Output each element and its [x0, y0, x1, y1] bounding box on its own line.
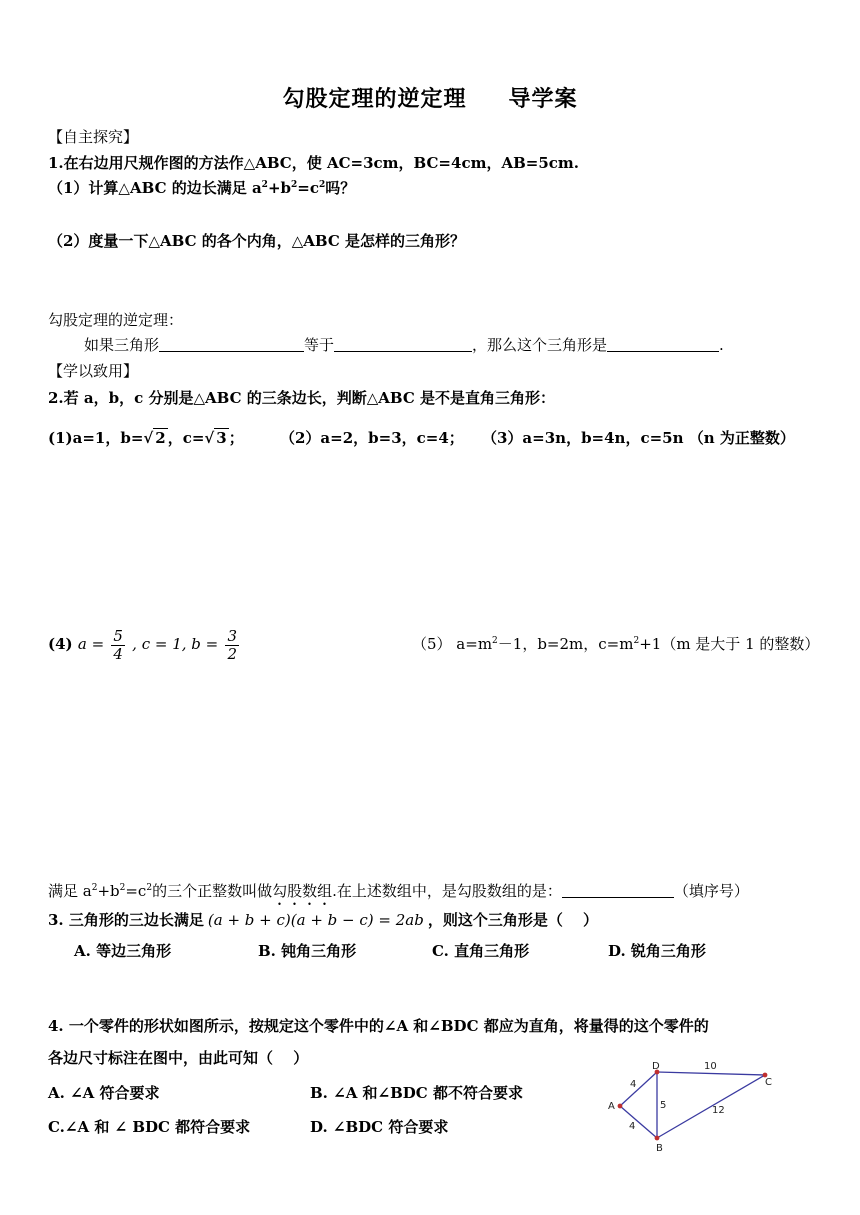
question-2-case-2: （2）a=2，b=3，c=4；	[280, 429, 464, 447]
point-a	[618, 1104, 623, 1109]
question-2-case-3: （3）a=3n，b=4n，c=5n （n 为正整数）	[482, 429, 795, 447]
section-heading-apply: 【学以致用】	[48, 362, 139, 380]
length-dc: 10	[704, 1061, 717, 1072]
edge-dc	[657, 1072, 765, 1075]
theorem-statement: 如果三角形 等于 ，那么这个三角形是 .	[84, 336, 724, 354]
blank-triples[interactable]	[562, 881, 674, 898]
blank-3[interactable]	[607, 335, 719, 352]
point-b	[655, 1136, 660, 1141]
question-1-part-1: （1）计算△ABC 的边长满足 $a^2+b^2=c^2$吗？	[48, 179, 356, 197]
theorem-label: 勾股定理的逆定理：	[48, 311, 184, 329]
length-db: 5	[660, 1100, 667, 1111]
q4-option-b: B. ∠A 和∠BDC 都不符合要求	[310, 1084, 523, 1102]
length-ab: 4	[629, 1121, 636, 1132]
question-1-part-2: （2）度量一下△ABC 的各个内角，△ABC 是怎样的三角形？	[48, 232, 466, 250]
q4-option-d: D. ∠BDC 符合要求	[310, 1118, 449, 1136]
q3-option-c: C. 直角三角形	[432, 942, 530, 960]
section-heading-explore: 【自主探究】	[48, 128, 139, 146]
question-4-line-2: 各边尺寸标注在图中，由此可知（ ）	[48, 1049, 309, 1067]
edge-bc	[657, 1075, 765, 1138]
q3-option-a: A. 等边三角形	[74, 942, 172, 960]
blank-2[interactable]	[334, 335, 472, 352]
length-bc: 12	[712, 1105, 725, 1116]
figure-edges	[620, 1072, 765, 1138]
page-title: 勾股定理的逆定理 导学案	[282, 86, 578, 112]
q4-option-c: C.∠A 和 ∠ BDC 都符合要求	[48, 1118, 251, 1136]
length-ad: 4	[630, 1079, 637, 1090]
figure-points	[618, 1070, 768, 1141]
edge-ab	[620, 1106, 657, 1138]
question-1: 1.在右边用尺规作图的方法作△ABC，使 AC=3cm，BC=4cm，AB=5cm.	[48, 154, 579, 172]
label-c: C	[765, 1077, 772, 1088]
q3-option-d: D. 锐角三角形	[608, 942, 706, 960]
question-2-case-5: （5） $a=m^2-1$，b=2m，$c=m^2+1(m$ 是大于 1 的整数）	[412, 635, 820, 653]
question-3: 3. 三角形的三边长满足 (a + b + c)(a + b − c) = 2ab ，则这个三角形是（ ）	[48, 911, 599, 929]
edge-ad	[620, 1072, 657, 1106]
q3-option-b: B. 钝角三角形	[258, 942, 357, 960]
part-figure	[600, 1055, 790, 1155]
blank-1[interactable]	[159, 335, 304, 352]
question-4-line-1: 4. 一个零件的形状如图所示，按规定这个零件中的∠A 和∠BDC 都应为直角，将量得的这个零件的	[48, 1017, 709, 1035]
question-2-case-4: (4) a = $\frac{5}{4}$ , c = 1, b = $\frac{3}{2}$	[48, 626, 238, 663]
label-b: B	[656, 1143, 663, 1154]
label-d: D	[652, 1061, 660, 1072]
pythagorean-triple-definition: 满足 $a^2+b^2=c^2$的三个正整数叫做勾股数组.在上述数组中，是勾股数组的是： （填序号）	[48, 882, 749, 900]
question-2-case-1: (1)a=1，b=√ 2 ，c=√ 3 ；	[48, 429, 244, 447]
q4-option-a: A. ∠A 符合要求	[48, 1084, 160, 1102]
question-2: 2.若 a，b，c 分别是△ABC 的三条边长，判断△ABC 是不是直角三角形：	[48, 389, 556, 407]
label-a: A	[608, 1101, 615, 1112]
